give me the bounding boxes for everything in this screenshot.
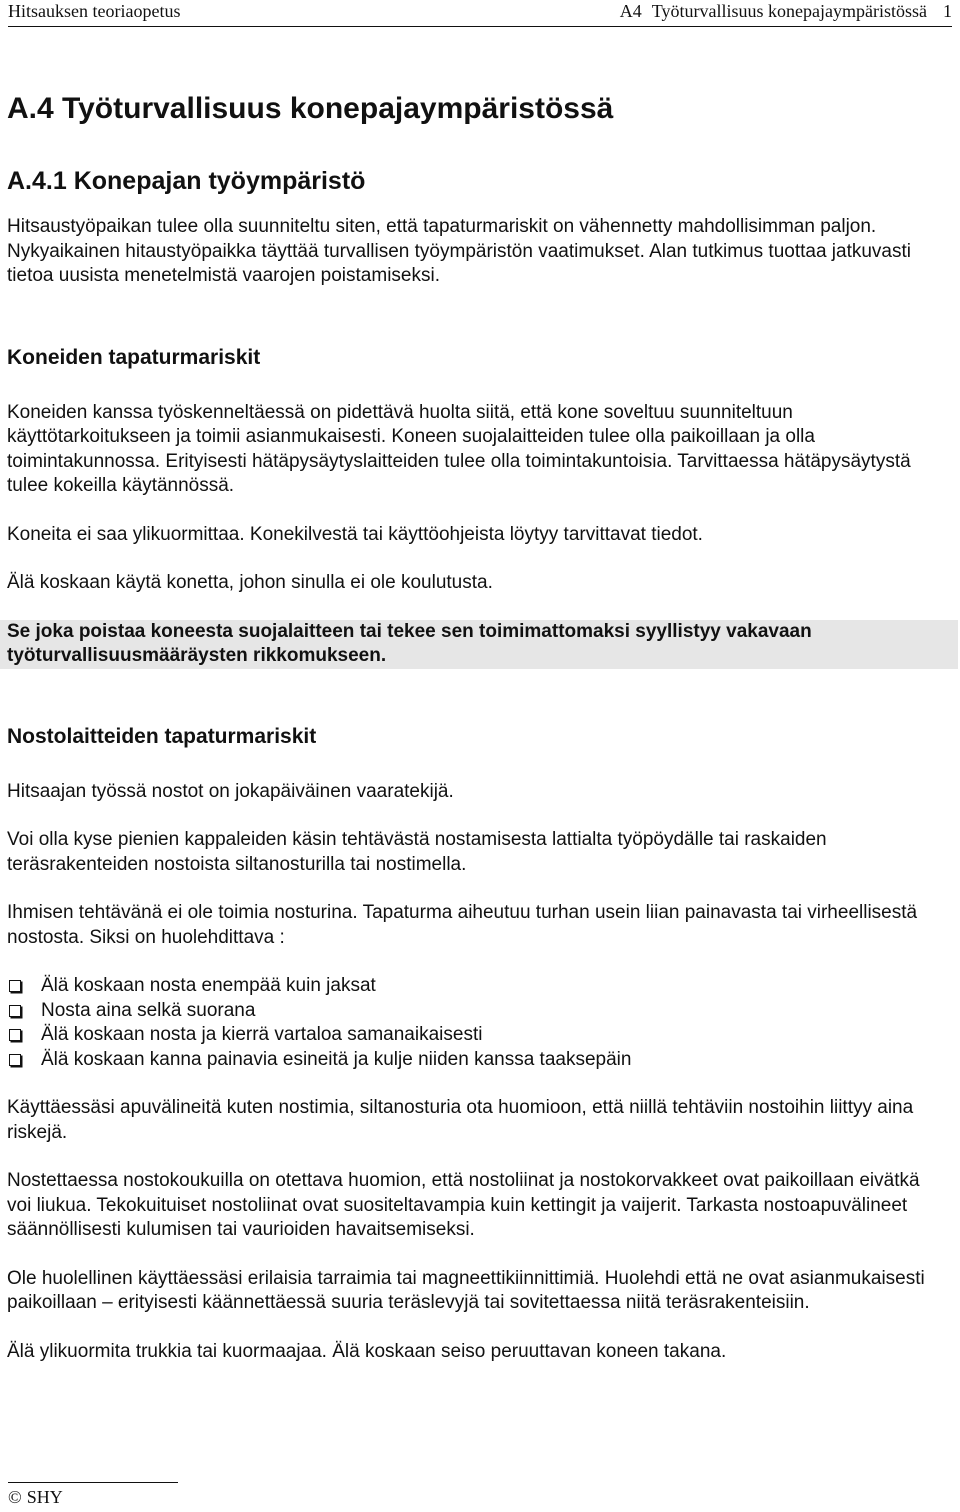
machines-warning: Se joka poistaa koneesta suojalaitteen tai tekee sen toimimattomaksi syyllistyy vakavaan työturvallisuusmääräysten rikkomukseen. [0,620,958,669]
header-page-number: 1 [943,1,952,21]
page-header [8,0,952,28]
lifting-paragraph-4: Käyttäessäsi apuvälineitä kuten nostimia, siltanosturia ota huomioon, että niillä tehtäviin nostoihin liittyy aina riskejä. [7,1097,914,1143]
lifting-heading: Nostolaitteiden tapaturmariskit [7,724,317,748]
list-item-text: Älä koskaan kanna painavia esineitä ja kulje niiden kanssa taaksepäin [41,1048,632,1070]
header-section-number: A4 [619,1,642,21]
list-item-text: Nosta aina selkä suorana [41,999,256,1021]
lifting-paragraph-5: Nostettaessa nostokoukuilla on otettava huomion, että nostoliinat ja nostokorvakkeet ovat paikoillaan eivätkä voi liukua. Tekokuituiset nostoliinat ovat suositeltavampia kuin kettingit ja vaijerit. Tarkasta nostoapuvälineet säännöllisesti kulumisen tai vaurioiden havaitsemiseksi. [7,1170,920,1240]
lifting-paragraph-7: Älä ylikuormita trukkia tai kuormaajaa. Älä koskaan seiso peruuttavan koneen takana. [7,1340,727,1362]
section-title: A.4.1 Konepajan työympäristö [7,167,366,195]
list-item [7,999,948,1024]
checkbox-icon [9,1029,21,1041]
machines-heading: Koneiden tapaturmariskit [7,345,261,369]
machines-paragraph-2: Koneita ei saa ylikuormittaa. Konekilvestä tai käyttöohjeista löytyy tarvittavat tiedot. [7,523,703,545]
list-item-text: Älä koskaan nosta ja kierrä vartaloa samanaikaisesti [41,1024,483,1045]
page-title: A.4 Työturvallisuus konepajaympäristössä [7,92,614,125]
machines-paragraph-1: Koneiden kanssa työskenneltäessä on pidettävä huolta siitä, että kone soveltuu suunniteltuun käyttötarkoitukseen ja toimii asianmukaisesti. Koneen suojalaitteiden tulee olla paikoillaan ja olla toimintakunnossa. Erityisesti hätäpysäytyslaitteiden tulee olla toimintakuntoisia. Tarvittaessa hätäpysäytystä tulee kokeilla käytännössä. [7,401,911,496]
checkbox-icon [9,1054,21,1066]
document-body [7,85,948,1388]
list-item [7,1048,948,1073]
lifting-paragraph-2: Voi olla kyse pienien kappaleiden käsin tehtävästä nostamisesta lattialta työpöydälle tai raskaiden teräsrakenteiden nostoista siltanosturilla tai nostimella. [7,829,827,875]
list-item [7,1023,948,1048]
header-section [620,0,952,22]
lifting-checklist [7,974,948,1072]
header-section-title: Työturvallisuus konepajaympäristössä [651,1,927,21]
lifting-paragraph-6: Ole huolellinen käyttäessäsi erilaisia tarraimia tai magneettikiinnittimiä. Huolehdi että ne ovat asianmukaisesti paikoillaan – erityisesti käännettäessä suuria teräslevyjä tai sovitettaessa niitä teräsrakenteisiin. [7,1267,925,1313]
copyright-icon: © [8,1487,22,1507]
lifting-paragraph-3: Ihmisen tehtävänä ei ole toimia nosturina. Tapaturma aiheutuu turhan usein liian painavasta tai virheellisestä nostosta. Siksi on huolehdittava : [7,902,918,948]
header-course-title: Hitsauksen teoriaopetus [8,1,181,21]
list-item [7,974,948,999]
footer-owner: SHY [26,1487,63,1507]
checkbox-icon [9,980,21,992]
list-item-text: Älä koskaan nosta enempää kuin jaksat [41,975,376,996]
lifting-paragraph-1: Hitsaajan työssä nostot on jokapäiväinen vaaratekijä. [7,780,454,802]
checkbox-icon [9,1005,21,1017]
page-footer [8,1486,63,1508]
header-divider [8,26,952,27]
machines-paragraph-3: Älä koskaan käytä konetta, johon sinulla ei ole koulutusta. [7,572,493,593]
intro-paragraph: Hitsaustyöpaikan tulee olla suunniteltu siten, että tapaturmariskit on vähennetty mahdollisimman paljon. Nykyaikainen hitaustyöpaikka täyttää turvallisen työympäristön vaatimukset. Alan tutkimus tuottaa jatkuvasti tietoa uusista menetelmistä vaarojen poistamiseksi. [7,216,911,286]
footer-divider [8,1482,178,1483]
